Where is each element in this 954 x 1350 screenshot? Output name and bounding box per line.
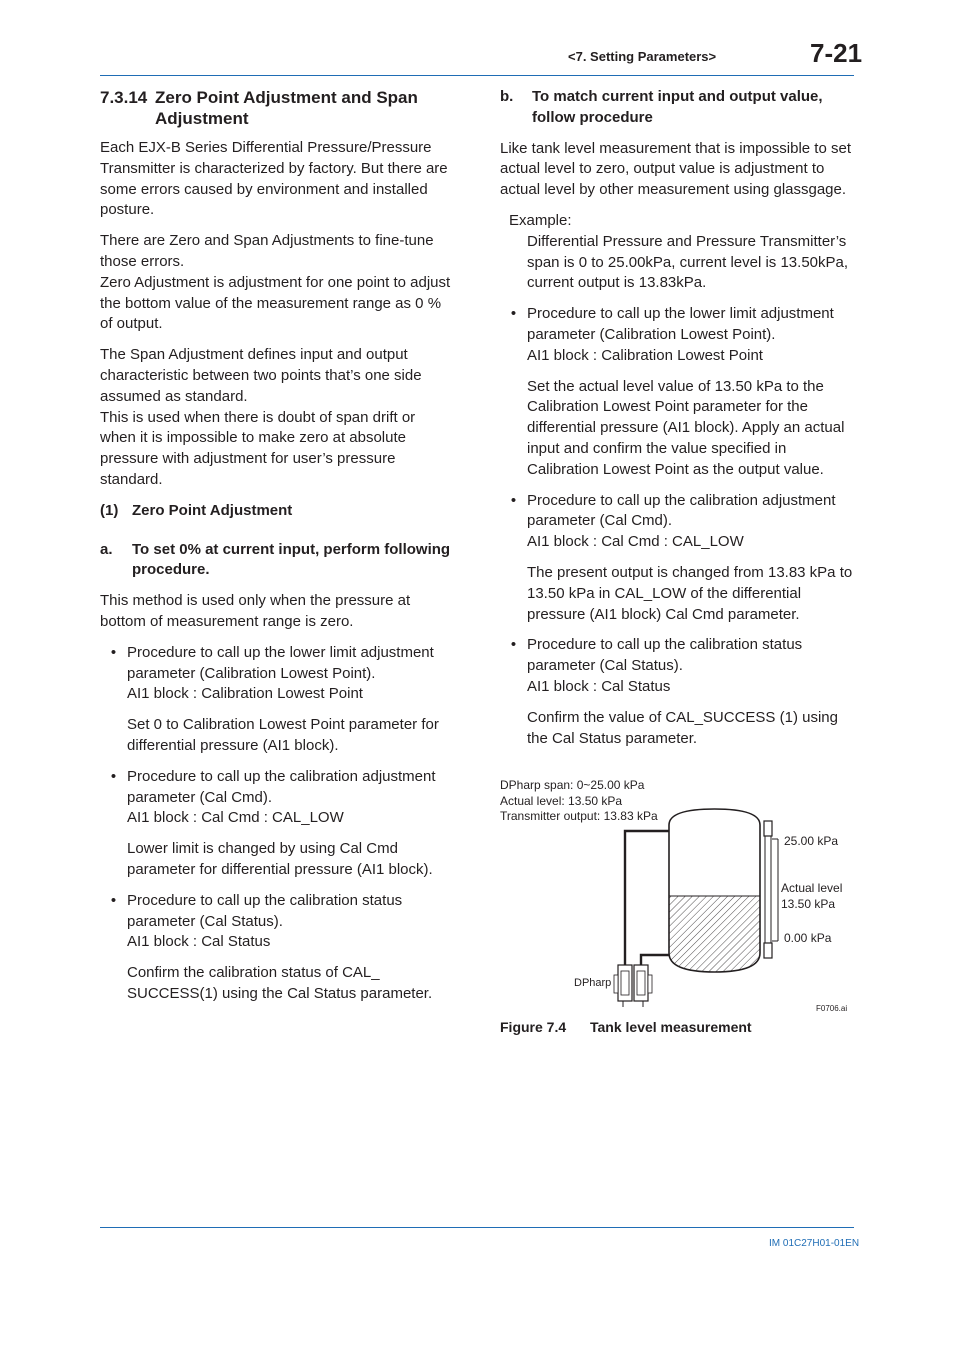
figure-info-output: Transmitter output: 13.83 kPa <box>500 809 658 823</box>
example-text: Differential Pressure and Pressure Transmitter’s span is 0 to 25.00kPa, current level is 13.50kPa, current output is 13.83kPa. <box>527 232 849 292</box>
list-item-note: Lower limit is changed by using Cal Cmd parameter for differential pressure (AI1 block). <box>127 840 433 878</box>
figure-info-span: DPharp span: 0~25.00 kPa <box>500 778 645 792</box>
running-header-section: <7. Setting Parameters> <box>568 49 717 64</box>
subheading-label: (1) <box>100 501 119 519</box>
subheading-text: Zero Point Adjustment <box>132 501 293 519</box>
list-item-text: Procedure to call up the calibration adjustment parameter (Cal Cmd). <box>527 491 836 530</box>
method-paragraph: This method is used only when the pressure at bottom of measurement range is zero. <box>100 592 411 630</box>
subheading-text: To set 0% at current input, perform following procedure. <box>132 540 451 579</box>
header-rule <box>100 75 854 76</box>
right-column <box>500 87 854 759</box>
list-item-block: AI1 block : Cal Cmd : CAL_LOW <box>127 809 344 827</box>
label-actual-level: Actual level <box>781 881 843 895</box>
list-item <box>500 635 854 677</box>
list-item-text: Procedure to call up the calibration status parameter (Cal Status). <box>127 891 403 930</box>
span-usage-paragraph: This is used when there is doubt of span drift or when it is impossible to make zero at absolute pressure with adjustment for user’s pressure standard. <box>100 408 416 488</box>
adjustments-paragraph: There are Zero and Span Adjustments to fine-tune those errors. <box>100 232 434 270</box>
label-25kpa: 25.00 kPa <box>784 834 839 848</box>
figure-title: Tank level measurement <box>590 1019 752 1035</box>
document-id: IM 01C27H01-01EN <box>769 1238 860 1249</box>
list-item-text: Procedure to call up the lower limit adjustment parameter (Calibration Lowest Point). <box>527 305 834 343</box>
example-label: Example: <box>509 211 572 229</box>
bullet-icon: • <box>510 491 517 509</box>
section-heading <box>100 87 452 129</box>
list-item-text: Procedure to call up the calibration adjustment parameter (Cal Cmd). <box>127 767 436 806</box>
span-adjustment-paragraph: The Span Adjustment defines input and output characteristic between two points that’s one side assumed as standard. <box>100 346 422 405</box>
footer-rule <box>100 1227 854 1228</box>
section-number: 7.3.14 <box>100 88 148 107</box>
list-item <box>100 891 452 933</box>
subheading-label: b. <box>500 88 514 105</box>
figure-file-id: F0706.ai <box>816 1004 848 1013</box>
list-item-block: AI1 block : Cal Cmd : CAL_LOW <box>527 533 744 551</box>
list-item-block: AI1 block : Cal Status <box>127 933 271 951</box>
label-0kpa: 0.00 kPa <box>784 931 832 945</box>
list-item <box>500 304 854 346</box>
tank-level-paragraph: Like tank level measurement that is impossible to set actual level to zero, output value is adjustment to actual level by other measurement using glassgage. <box>500 139 851 199</box>
list-item-block: AI1 block : Calibration Lowest Point <box>527 346 763 364</box>
subheading-label: a. <box>100 540 113 558</box>
bullet-icon: • <box>110 643 117 661</box>
zero-adjustment-paragraph: Zero Adjustment is adjustment for one point to adjust the bottom value of the measurement range as 0 % of output. <box>100 273 451 333</box>
figure-number: Figure 7.4 <box>500 1019 567 1035</box>
impulse-line-low <box>641 955 669 965</box>
gauge-bottom-valve-icon <box>764 943 772 958</box>
list-item-note: Set the actual level value of 13.50 kPa to the Calibration Lowest Point parameter for the differential pressure (AI1 block). Apply an actual input and confirm the value specified in Calibration Lowest Point as the output value. <box>527 377 845 478</box>
label-dpharp: DPharp <box>574 977 612 989</box>
list-item-note: The present output is changed from 13.83 kPa to 13.50 kPa in CAL_LOW of the differential pressure (AI1 block) Cal Cmd parameter. <box>527 563 853 623</box>
list-item <box>100 767 452 809</box>
impulse-line-high <box>625 831 669 965</box>
list-item-text: Procedure to call up the calibration status parameter (Cal Status). <box>527 636 803 675</box>
list-item <box>100 643 452 685</box>
list-item-note: Confirm the calibration status of CAL_ SUCCESS(1) using the Cal Status parameter. <box>127 964 433 1002</box>
tank-liquid <box>669 896 760 972</box>
list-item-note: Set 0 to Calibration Lowest Point parameter for differential pressure (AI1 block). <box>127 716 439 754</box>
bullet-icon: • <box>510 305 517 323</box>
subheading-zero-point <box>100 501 452 522</box>
subheading-b <box>500 87 854 129</box>
bullet-icon: • <box>110 767 117 785</box>
bullet-icon: • <box>110 891 117 909</box>
list-item-block: AI1 block : Cal Status <box>527 677 671 695</box>
list-item <box>500 491 854 533</box>
gauge-top-valve-icon <box>764 821 772 836</box>
subheading-text: To match current input and output value, follow procedure <box>532 88 823 126</box>
page-number: 7-21 <box>810 38 863 68</box>
list-item-note: Confirm the value of CAL_SUCCESS (1) using the Cal Status parameter. <box>527 708 838 747</box>
subheading-a <box>100 540 452 582</box>
bullet-icon: • <box>510 636 517 654</box>
label-actual-level-value: 13.50 kPa <box>781 897 836 911</box>
section-title: Zero Point Adjustment and Span Adjustment <box>155 88 418 128</box>
left-column <box>100 87 452 1015</box>
figure-info-level: Actual level: 13.50 kPa <box>500 794 623 808</box>
figure-caption <box>500 1019 752 1035</box>
intro-paragraph: Each EJX-B Series Differential Pressure/Pressure Transmitter is characterized by factory. But there are some errors caused by environment and installed posture. <box>100 139 448 219</box>
list-item-block: AI1 block : Calibration Lowest Point <box>127 685 363 703</box>
transmitter-icon <box>614 965 652 1007</box>
list-item-text: Procedure to call up the lower limit adjustment parameter (Calibration Lowest Point). <box>127 643 434 682</box>
tank-level-figure <box>495 775 860 1015</box>
